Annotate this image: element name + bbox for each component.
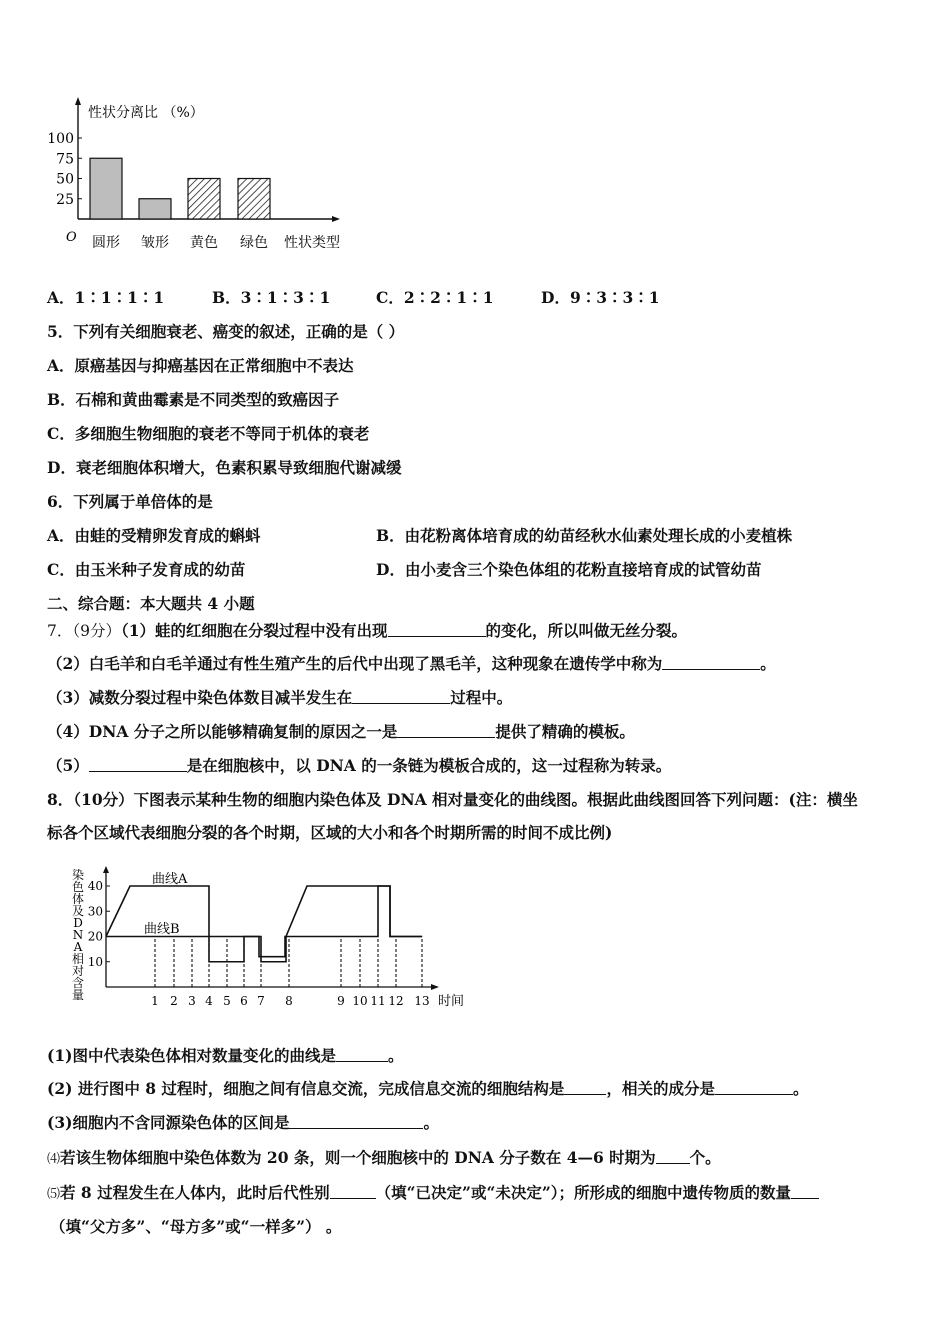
y-tick-label: 75 [56,151,74,168]
q4-option-c: C．2∶2∶1∶1 [376,288,494,307]
q8-blank-2b[interactable] [715,1079,793,1095]
y-label-char: 体 [71,892,85,906]
y-label-char: 含 [71,976,85,990]
x-tick-label: 8 [285,994,293,1008]
x-tick-label: 6 [240,994,248,1008]
q7-blank-2[interactable] [662,654,760,670]
y-label-char: A [73,940,83,954]
y-label-char: 相 [71,952,85,966]
x-category-label: 绿色 [240,235,268,251]
y-label-char: 及 [71,904,85,918]
section-heading: 二、综合题：本大题共 4 小题 [47,594,255,613]
q8-stem-line-2: 标各个区域代表细胞分裂的各个时期，区域的大小和各个时期所需的时间不成比例) [47,823,613,842]
chart1-origin: O [66,230,77,245]
x-tick-label: 5 [223,994,231,1008]
y-tick-label: 100 [47,131,74,147]
q8-blank-3[interactable] [289,1113,423,1129]
q8-blank-5a[interactable] [330,1183,376,1199]
q7-line-1: 7．（9分）（1）蛙的红细胞在分裂过程中没有出现 的变化，所以叫做无丝分裂。 [47,621,688,640]
q8-sub-2: (2) 进行图中 8 过程时，细胞之间有信息交流，完成信息交流的细胞结构是 ，相关的成分是 。 [47,1079,809,1098]
x-tick-label: 11 [370,994,386,1008]
q8-sub-5-cont: （填“父方多”、“母方多”或“一样多”） 。 [50,1217,342,1236]
q5-stem: 5．下列有关细胞衰老、癌变的叙述，正确的是（ ） [47,322,405,341]
chart1-title: 性状分离比 （%） [88,105,204,121]
x-category-label: 黄色 [190,235,218,251]
q7-blank-4[interactable] [397,722,495,738]
q6-option-b: B．由花粉离体培育成的幼苗经秋水仙素处理长成的小麦植株 [376,526,793,545]
chart2-xlabel: 时间 [438,994,465,1009]
x-tick-label: 7 [257,994,265,1008]
y-tick-label: 30 [87,904,103,919]
q8-blank-1[interactable] [336,1046,388,1062]
bar-2 [139,199,171,219]
x-tick-label: 13 [414,994,430,1008]
x-axis-arrow [332,216,340,222]
q8-stem-line-1: 8．（10分）下图表示某种生物的细胞内染色体及 DNA 相对量变化的曲线图。根据此曲线图回答下列问题：(注：横坐 [47,790,858,809]
q4-option-b: B．3∶1∶3∶1 [212,288,331,307]
line-chart [62,857,482,1017]
q8-blank-2a[interactable] [564,1079,606,1095]
x-tick-label: 1 [151,994,159,1008]
chart1-xlabel: 性状类型 [284,235,340,251]
curve-a-label: 曲线A [152,872,188,887]
bar-1 [90,158,122,219]
y-tick-label: 50 [56,171,74,188]
q5-option-a: A．原癌基因与抑癌基因在正常细胞中不表达 [47,356,354,375]
q5-option-d: D．衰老细胞体积增大，色素积累导致细胞代谢减缓 [47,458,402,477]
q6-option-c: C．由玉米种子发育成的幼苗 [47,560,246,579]
y-label-char: N [72,928,84,942]
q7-line-4: （4）DNA 分子之所以能够精确复制的原因之一是 提供了精确的模板。 [47,722,635,741]
bar-4 [238,179,270,220]
q5-option-b: B．石棉和黄曲霉素是不同类型的致癌因子 [47,390,340,409]
q4-option-d: D．9∶3∶3∶1 [541,288,660,307]
q7-blank-1[interactable] [388,621,486,637]
x-tick-label: 9 [337,994,345,1008]
q6-stem: 6．下列属于单倍体的是 [47,492,213,511]
y-label-char: 对 [71,964,85,978]
bar-3 [188,179,220,220]
x-tick-label: 4 [205,994,213,1008]
x-tick-label: 10 [352,994,368,1008]
q6-option-d: D．由小麦含三个染色体组的花粉直接培育成的试管幼苗 [376,560,762,579]
x-tick-label: 2 [170,994,178,1008]
y-label-char: 染 [71,868,85,882]
q8-blank-4[interactable] [656,1148,690,1164]
q6-option-a: A．由蛙的受精卵发育成的蝌蚪 [47,526,261,545]
q4-option-a: A．1∶1∶1∶1 [47,288,165,307]
q7-line-2: （2）白毛羊和白毛羊通过有性生殖产生的后代中出现了黑毛羊，这种现象在遗传学中称为 。 [47,654,776,673]
x-tick-label: 3 [188,994,196,1008]
q8-sub-3: (3)细胞内不含同源染色体的区间是 。 [47,1113,439,1132]
x-tick-label: 12 [388,994,404,1008]
q8-blank-5b[interactable] [791,1183,819,1199]
q7-blank-3[interactable] [352,688,450,704]
y-tick-label: 10 [87,954,103,969]
q7-line-5: （5） 是在细胞核中，以 DNA 的一条链为模板合成的，这一过程称为转录。 [47,756,672,775]
y-tick-label: 20 [87,929,103,944]
q7-line-3: （3）减数分裂过程中染色体数目减半发生在 过程中。 [47,688,513,707]
x-category-label: 皱形 [141,235,169,251]
y-tick-label: 25 [56,191,74,208]
q8-sub-5: ⑸若 8 过程发生在人体内，此时后代性别 （填“已决定”或“未决定”）；所形成的细胞中遗传物质的数量 [47,1181,819,1203]
q8-sub-4: ⑷若该生物体细胞中染色体数为 20 条，则一个细胞核中的 DNA 分子数在 4—6 时期为 个。 [47,1148,721,1167]
chart2-ylabel [72,867,84,1002]
q8-sub-1: (1)图中代表染色体相对数量变化的曲线是 。 [47,1046,404,1065]
curve-b-label: 曲线B [144,922,180,937]
y-label-char: D [73,916,83,930]
bar-chart [40,95,370,260]
y-tick-label: 40 [87,879,103,893]
y-label-char: 色 [71,880,85,894]
y-axis-arrow [75,97,81,105]
q5-option-c: C．多细胞生物细胞的衰老不等同于机体的衰老 [47,424,370,443]
q7-blank-5[interactable] [89,756,187,772]
y-axis-arrow [103,866,109,873]
x-category-label: 圆形 [92,235,120,251]
x-axis-arrow [431,984,439,990]
y-label-char: 量 [71,988,85,1002]
